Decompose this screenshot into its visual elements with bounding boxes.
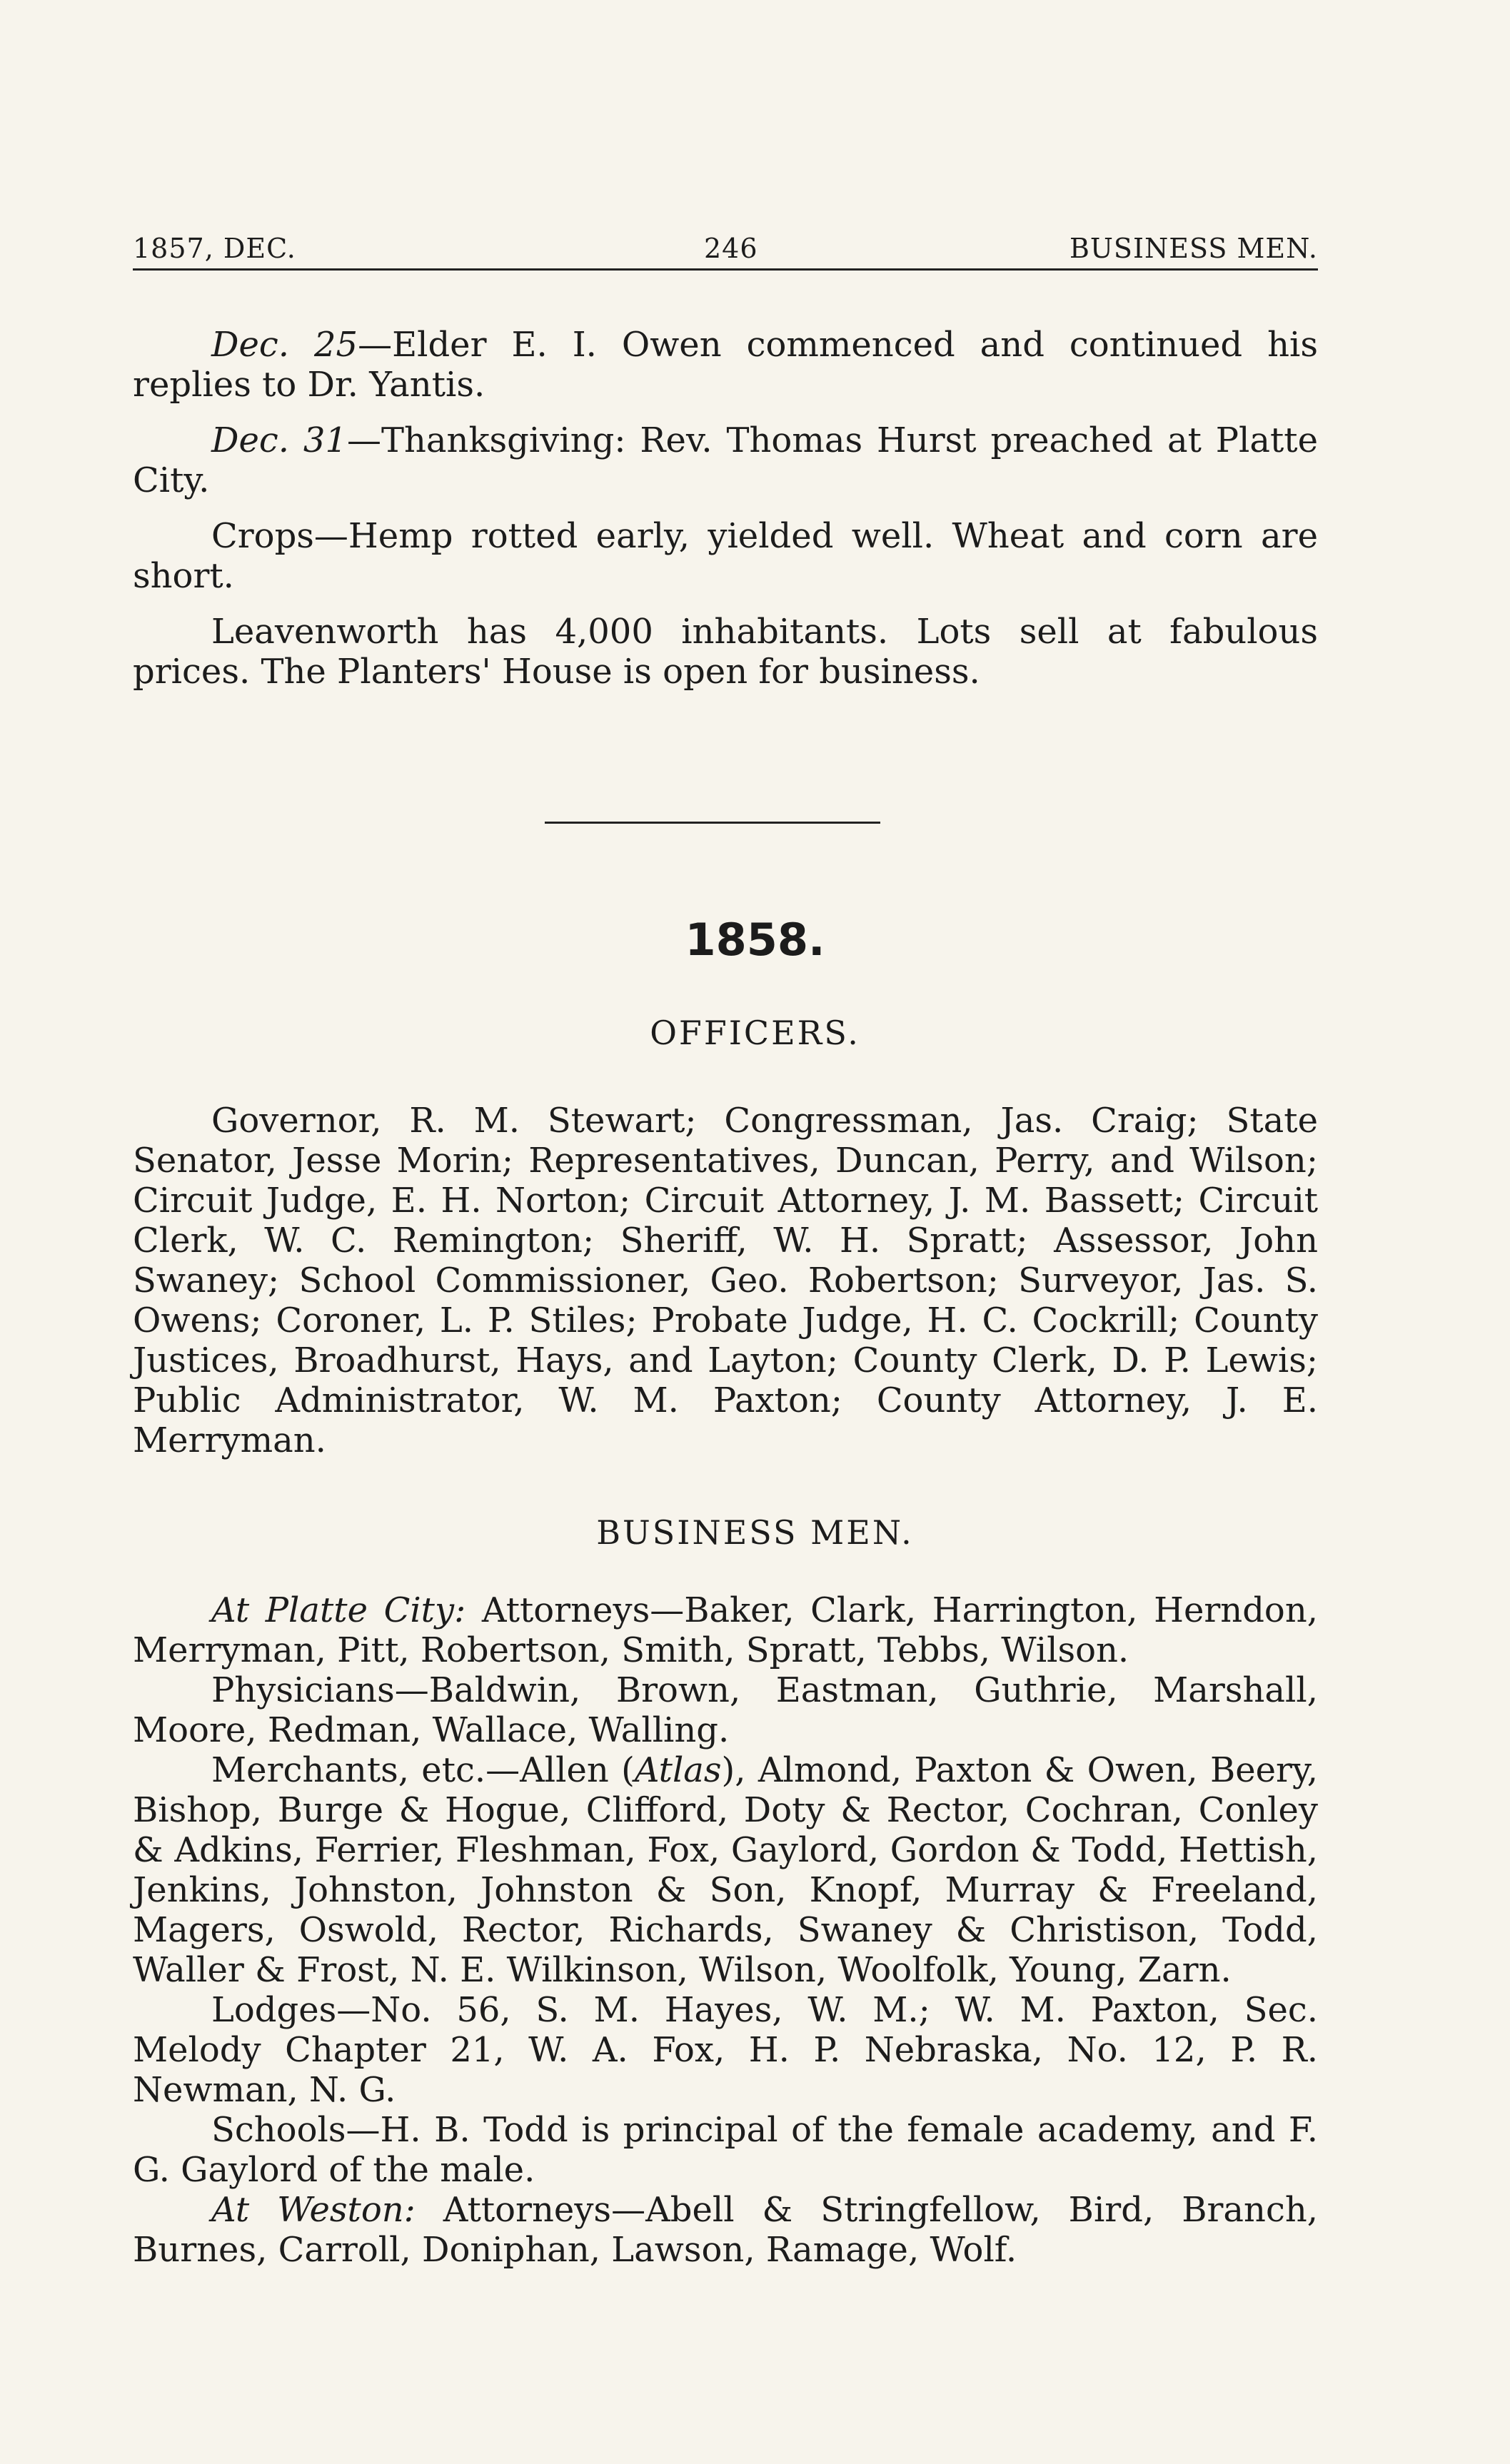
business-men-section [133, 1590, 1318, 2270]
entry-text: —Elder E. I. Owen commenced and continued his replies to Dr. Yantis. [133, 325, 1318, 405]
officers-text: Governor, R. M. Stewart; Congressman, Jas. Craig; State Senator, Jesse Morin; Representatives, Duncan, Perry, and Wilson; Circuit Judge, E. H. Norton; Circuit Attorney, J. M. Bassett; Circuit Clerk, W. C. Remington; Sheriff, W. H. Spratt; Assessor, John Swaney; School Commissioner, Geo. Robertson; Surveyor, Jas. S. Owens; Coroner, L. P. Stiles; Probate Judge, H. C. Cockrill; County Justices, Broadhurst, Hays, and Layton; County Clerk, D. P. Lewis; Public Administrator, W. M. Paxton; County Attorney, J. E. Merryman. [133, 1101, 1318, 1460]
entry-text: Leavenworth has 4,000 inhabitants. Lots sell at fabulous prices. The Planters' House is open for business. [133, 612, 1318, 692]
entry-text: —Thanksgiving: Rev. Thomas Hurst preached at Platte City. [133, 420, 1318, 500]
business-men-heading: BUSINESS MEN. [596, 1513, 914, 1552]
merchants-rest: ), Almond, Paxton & Owen, Beery, Bishop, Burge & Hogue, Clifford, Doty & Rector, Cochran, Conley & Adkins, Ferrier, Fleshman, Fox, Gaylord, Gordon & Todd, Hettish, Jenkins, Johnston, Johnston & Son, Knopf, Murray & Freeland, Magers, Oswold, Rector, Richards, Swaney & Christison, Todd, Waller & Frost, N. E. Wilkinson, Wilson, Woolfolk, Young, Zarn. [133, 1750, 1318, 1990]
section-divider [545, 822, 880, 824]
running-head-section: BUSINESS MEN. [1069, 233, 1318, 264]
attorneys-text: Attorneys—Baker, Clark, Harrington, Herndon, Merryman, Pitt, Robertson, Smith, Spratt, Tebbs, Wilson. [133, 1590, 1319, 1670]
officers-section [133, 1101, 1318, 1460]
platte-physicians: Physicians—Baldwin, Brown, Eastman, Guthrie, Marshall, Moore, Redman, Wallace, Walling. [133, 1670, 1318, 1750]
entry-crops [133, 516, 1318, 596]
platte-lodges: Lodges—No. 56, S. M. Hayes, W. M.; W. M. Paxton, Sec. Melody Chapter 21, W. A. Fox, H. P. Nebraska, No. 12, P. R. Newman, N. G. [133, 1990, 1318, 2110]
entries-1857 [133, 325, 1318, 707]
merchants-start: Merchants, etc.—Allen ( [211, 1750, 635, 1790]
officers-heading: OFFICERS. [650, 1014, 860, 1052]
year-heading: 1858. [685, 914, 825, 966]
weston-attorneys [133, 2190, 1318, 2270]
location-label: At Weston: [211, 2190, 416, 2230]
running-head-date: 1857, DEC. [133, 233, 296, 264]
platte-merchants [133, 1750, 1318, 1990]
location-label: At Platte City: [211, 1590, 466, 1630]
running-head [133, 233, 1318, 271]
page-number: 246 [704, 233, 758, 264]
entry-date: Dec. 31 [211, 420, 347, 460]
merchants-atlas: Atlas [634, 1750, 722, 1790]
entry-leavenworth [133, 612, 1318, 692]
entry-dec-31 [133, 420, 1318, 500]
entry-date: Dec. 25 [211, 325, 358, 365]
entry-text: Crops—Hemp rotted early, yielded well. Wheat and corn are short. [133, 516, 1318, 596]
weston-text: Attorneys—Abell & Stringfellow, Bird, Branch, Burnes, Carroll, Doniphan, Lawson, Ramage, Wolf. [133, 2190, 1318, 2270]
platte-schools: Schools—H. B. Todd is principal of the female academy, and F. G. Gaylord of the male. [133, 2110, 1318, 2190]
platte-attorneys [133, 1590, 1318, 1670]
entry-dec-25 [133, 325, 1318, 405]
